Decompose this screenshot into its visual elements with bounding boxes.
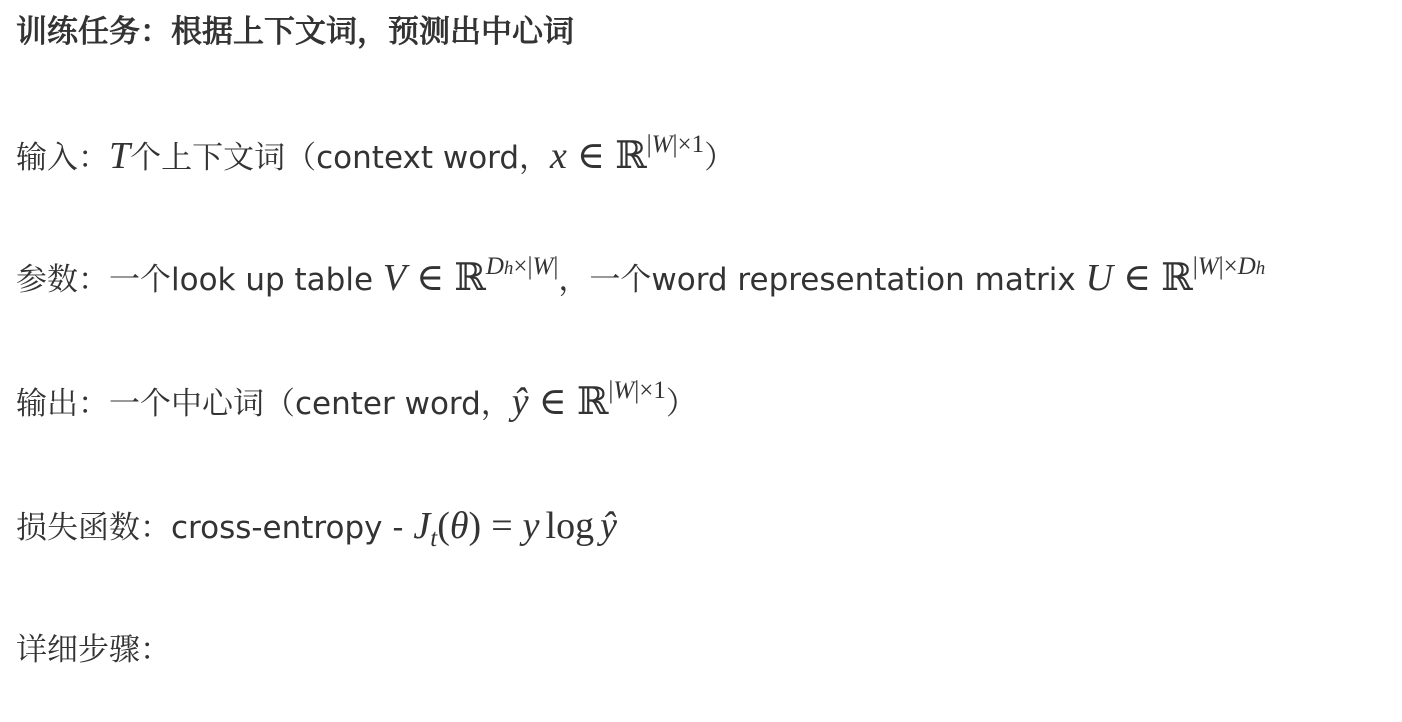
math-dimension: Dh×|W| — [485, 253, 559, 280]
input-close-paren: ） — [704, 140, 736, 176]
math-real-set: ℝ — [615, 135, 647, 177]
math-in-symbol: ∈ — [416, 257, 445, 299]
output-label: 输出： — [16, 386, 109, 422]
input-text: 个上下文词（context word， — [130, 140, 551, 176]
math-var-yhat: ŷ — [511, 381, 529, 423]
math-paren-open: ( — [437, 505, 450, 547]
output-line — [16, 377, 697, 424]
math-log: log — [545, 505, 595, 547]
params-label: 参数： — [16, 262, 109, 298]
input-label: 输入： — [16, 140, 109, 176]
math-real-set: ℝ — [1161, 257, 1193, 299]
math-dimension: |W|×1 — [608, 377, 666, 404]
math-dimension: |W|×Dh — [1192, 253, 1266, 280]
math-var-U: U — [1085, 257, 1113, 299]
loss-label: 损失函数： — [16, 510, 171, 546]
math-in-symbol: ∈ — [1123, 257, 1152, 299]
steps-label: 详细步骤： — [16, 632, 171, 668]
math-var-V: V — [382, 257, 407, 299]
math-var-yhat: ŷ — [600, 505, 617, 547]
math-var-x: x — [550, 135, 567, 177]
math-in-symbol: ∈ — [576, 135, 606, 177]
math-var-theta: θ — [449, 505, 469, 547]
output-text: 一个中心词（center word， — [109, 386, 512, 422]
document-body — [16, 0, 1396, 722]
math-paren-close: ) — [468, 505, 482, 547]
math-dimension: |W|×1 — [646, 131, 705, 158]
loss-text: cross-entropy - — [171, 510, 414, 546]
math-subscript-t: t — [430, 525, 438, 552]
input-line — [16, 131, 736, 178]
steps-line — [16, 630, 171, 670]
params-line — [16, 253, 1266, 300]
task-heading — [16, 12, 574, 52]
task-heading-text: 训练任务：根据上下文词，预测出中心词 — [16, 14, 574, 50]
math-real-set: ℝ — [454, 257, 486, 299]
math-in-symbol: ∈ — [538, 381, 567, 423]
params-text-2: ，一个word representation matrix — [558, 262, 1086, 298]
math-real-set: ℝ — [576, 381, 609, 423]
math-equals: = — [491, 505, 513, 547]
math-var-J: J — [413, 505, 431, 547]
math-var-T: T — [109, 135, 131, 177]
output-close-paren: ） — [665, 386, 697, 422]
loss-line — [16, 505, 617, 552]
math-var-y: y — [522, 505, 540, 547]
params-text-1: 一个look up table — [109, 262, 383, 298]
